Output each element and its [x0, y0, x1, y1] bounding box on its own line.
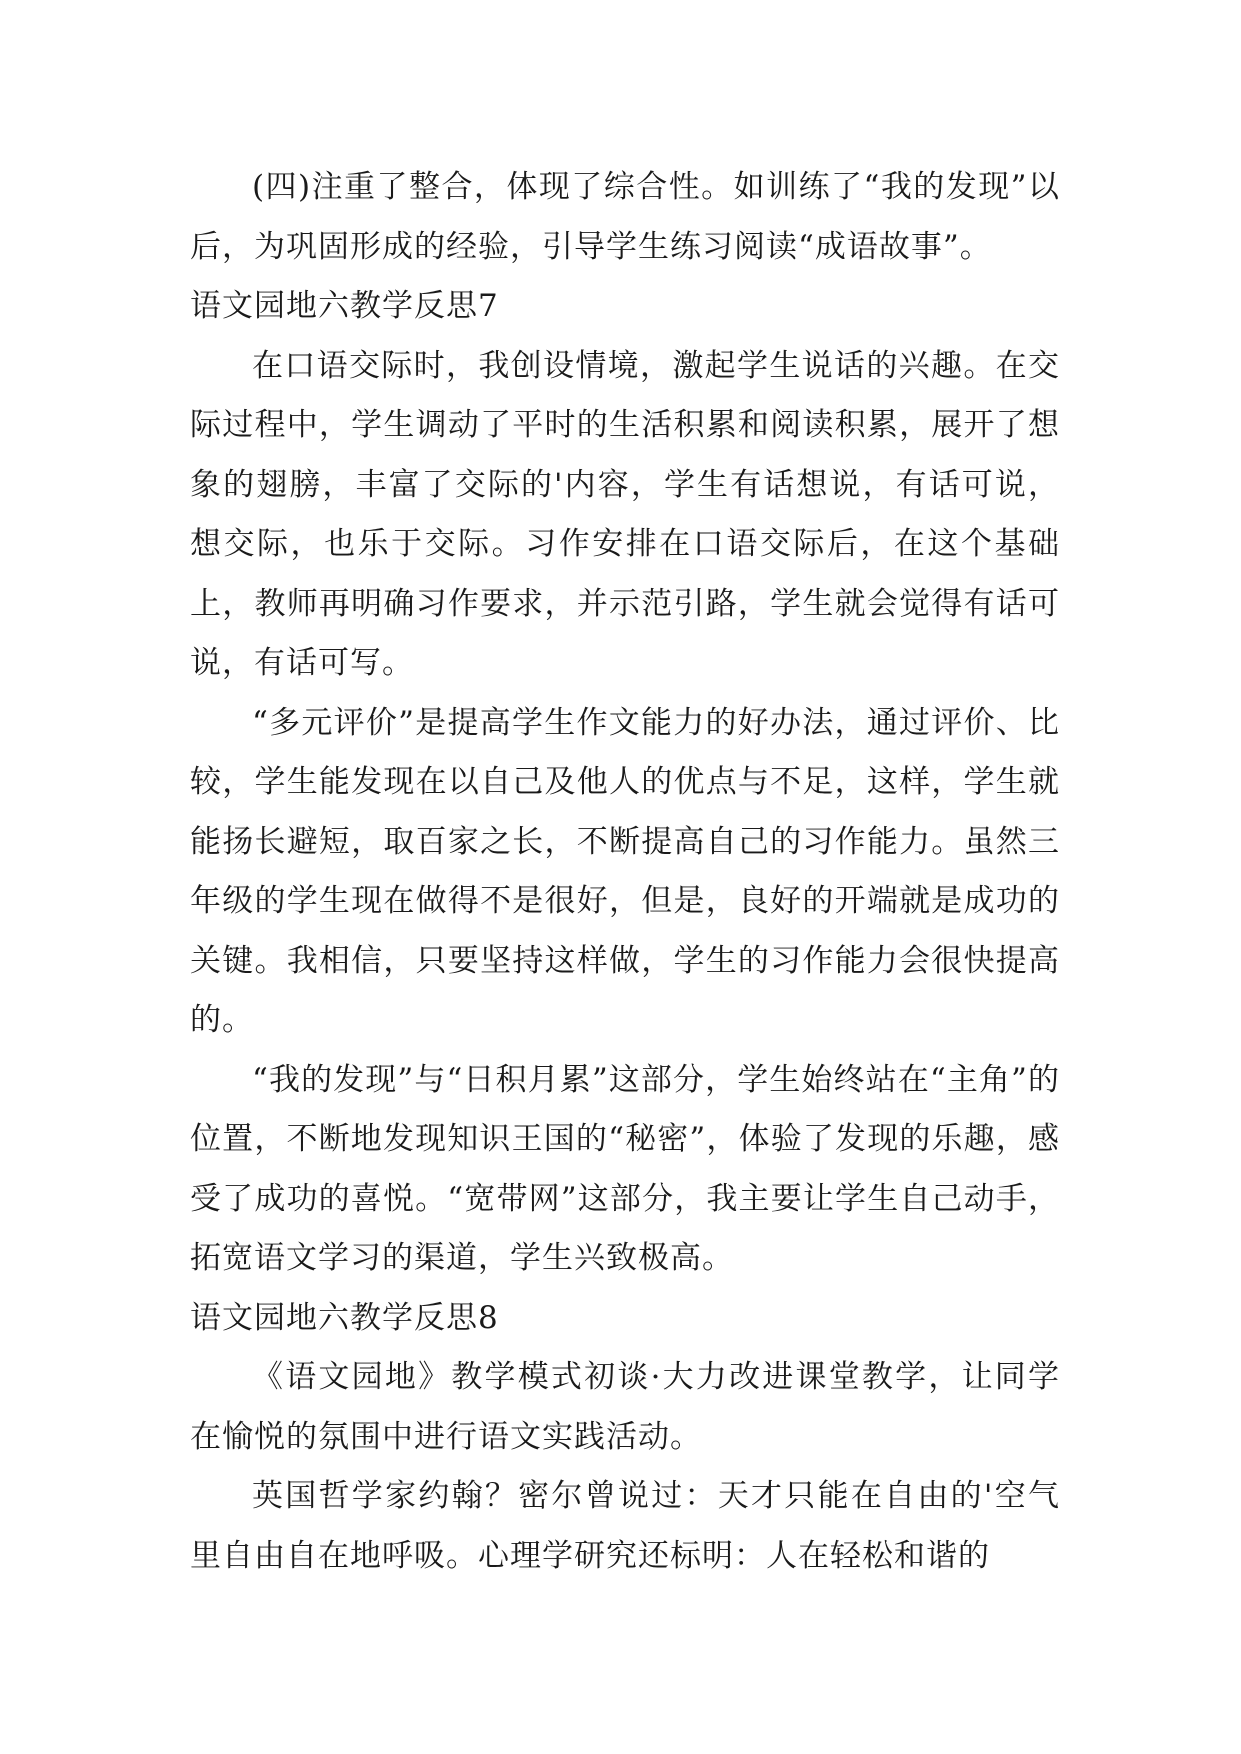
paragraph-teaching-model: 《语文园地》教学模式初谈·大力改进课堂教学，让同学在愉悦的氛围中进行语文实践活动。 [190, 1359, 1060, 1455]
paragraph-multi-evaluation: “多元评价”是提高学生作文能力的好办法，通过评价、比较，学生能发现在以自己及他人的优点与不足，这样，学生就能扬长避短，取百家之长，不断提高自己的习作能力。虽然三年级的学生现在做得不是很好，但是，良好的开端就是成功的关键。我相信，只要坚持这样做，学生的习作能力会很快提高的。 [190, 704, 1060, 1038]
paragraph-oral-communication: 在口语交际时，我创设情境，激起学生说话的兴趣。在交际过程中，学生调动了平时的生活积累和阅读积累，展开了想象的翅膀，丰富了交际的'内容，学生有话想说，有话可说，想交际，也乐于交际。习作安排在口语交际后，在这个基础上，教师再明确习作要求，并示范引路，学生就会觉得有话可说，有话可写。 [190, 347, 1060, 681]
paragraph-integration: (四)注重了整合，体现了综合性。如训练了“我的发现”以后，为巩固形成的经验，引导学生练习阅读“成语故事”。 [190, 169, 1060, 265]
paragraph-john-mill-quote: 英国哲学家约翰？密尔曾说过：天才只能在自由的'空气里自由自在地呼吸。心理学研究还标明：人在轻松和谐的 [190, 1478, 1060, 1574]
paragraph-my-discovery: “我的发现”与“日积月累”这部分，学生始终站在“主角”的位置，不断地发现知识王国的“秘密”，体验了发现的乐趣，感受了成功的喜悦。“宽带网”这部分，我主要让学生自己动手，拓宽语文学习的渠道，学生兴致极高。 [190, 1061, 1060, 1276]
section-heading-reflection-8: 语文园地六教学反思8 [190, 1299, 499, 1336]
document-body [190, 158, 1060, 1586]
section-heading-reflection-7: 语文园地六教学反思7 [190, 288, 499, 324]
